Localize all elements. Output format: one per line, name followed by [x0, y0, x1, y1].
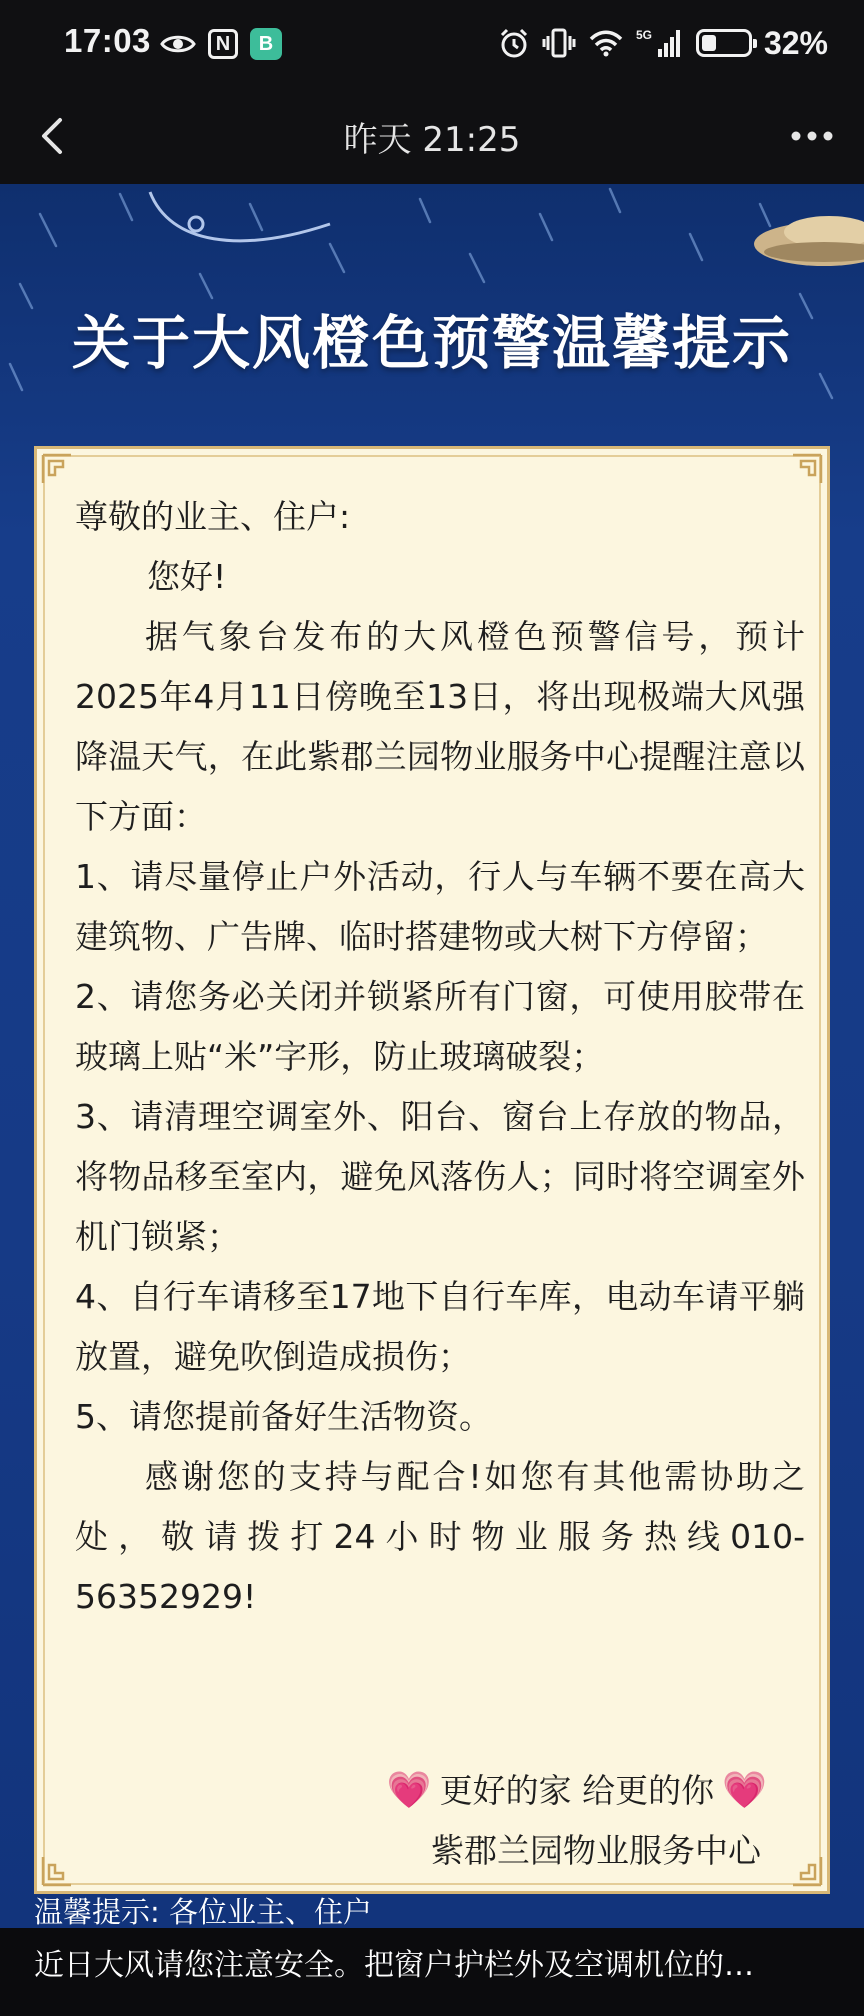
notice-signature: 紫郡兰园物业服务中心 — [431, 1831, 761, 1870]
status-bar — [0, 0, 864, 88]
eye-icon — [160, 32, 196, 56]
more-button[interactable] — [782, 106, 842, 166]
notice-item: 1、请尽量停止户外活动，行人与车辆不要在高大建筑物、广告牌、临时搭建物或大树下方停留； — [75, 857, 805, 956]
notice-poster-image[interactable] — [0, 184, 864, 1934]
slogan-text: 更好的家 给更的你 — [439, 1771, 715, 1810]
notice-item: 4、自行车请移至17地下自行车库，电动车请平躺放置，避免吹倒造成损伤； — [75, 1277, 805, 1376]
corner-ornament-icon — [789, 1853, 823, 1887]
notice-item: 3、请清理空调室外、阳台、窗台上存放的物品，将物品移至室内，避免风落伤人；同时将空调室外机门锁紧； — [75, 1097, 805, 1256]
status-right-icons — [498, 22, 828, 64]
alarm-icon — [498, 27, 530, 59]
wifi-icon — [588, 28, 624, 58]
more-horizontal-icon — [790, 130, 834, 142]
notice-item: 2、请您务必关闭并锁紧所有门窗，可使用胶带在玻璃上贴“米”字形，防止玻璃破裂； — [75, 977, 805, 1076]
notice-card — [34, 446, 830, 1894]
battery-icon — [696, 29, 752, 57]
notice-closing: 感谢您的支持与配合!如您有其他需协助之处，敬请拨打24小时物业服务热线010-56352929! — [75, 1457, 805, 1616]
notice-salutation: 尊敬的业主、住户: — [75, 497, 351, 536]
status-left-icons — [160, 24, 282, 64]
nav-bar — [0, 88, 864, 184]
notice-greeting: 您好! — [147, 557, 227, 596]
caption-title: 温馨提示: 各位业主、住户 — [34, 1895, 372, 1929]
corner-ornament-icon — [41, 453, 75, 487]
heart-icon: 💗 — [386, 1770, 432, 1811]
poster-title: 关于大风橙色预警温馨提示 — [71, 309, 792, 377]
network-type-label: 5G — [635, 28, 652, 42]
post-caption[interactable] — [0, 1888, 864, 2016]
cellular-signal-icon — [636, 27, 684, 59]
flying-ship-decoration — [734, 194, 864, 284]
vibrate-icon — [542, 27, 576, 59]
notice-body — [75, 487, 805, 1627]
battery-level — [702, 35, 716, 51]
heart-icon: 💗 — [722, 1770, 767, 1811]
corner-ornament-icon — [789, 453, 823, 487]
app-notification-icon: B — [250, 28, 282, 60]
slogan-line — [387, 1761, 767, 1821]
nfc-icon: N — [208, 29, 238, 59]
corner-ornament-icon — [41, 1853, 75, 1887]
battery-percent: 32% — [763, 24, 828, 61]
caption-text: 近日大风请您注意安全。把窗户护栏外及空调机位的… — [34, 1948, 754, 1983]
status-time: 17:03 — [64, 22, 151, 59]
notice-item: 5、请您提前备好生活物资。 — [75, 1397, 492, 1436]
nav-title: 昨天 21:25 — [343, 120, 521, 160]
notice-intro: 据气象台发布的大风橙色预警信号，预计2025年4月11日傍晚至13日，将出现极端大风强降温天气，在此紫郡兰园物业服务中心提醒注意以下方面： — [75, 617, 805, 836]
